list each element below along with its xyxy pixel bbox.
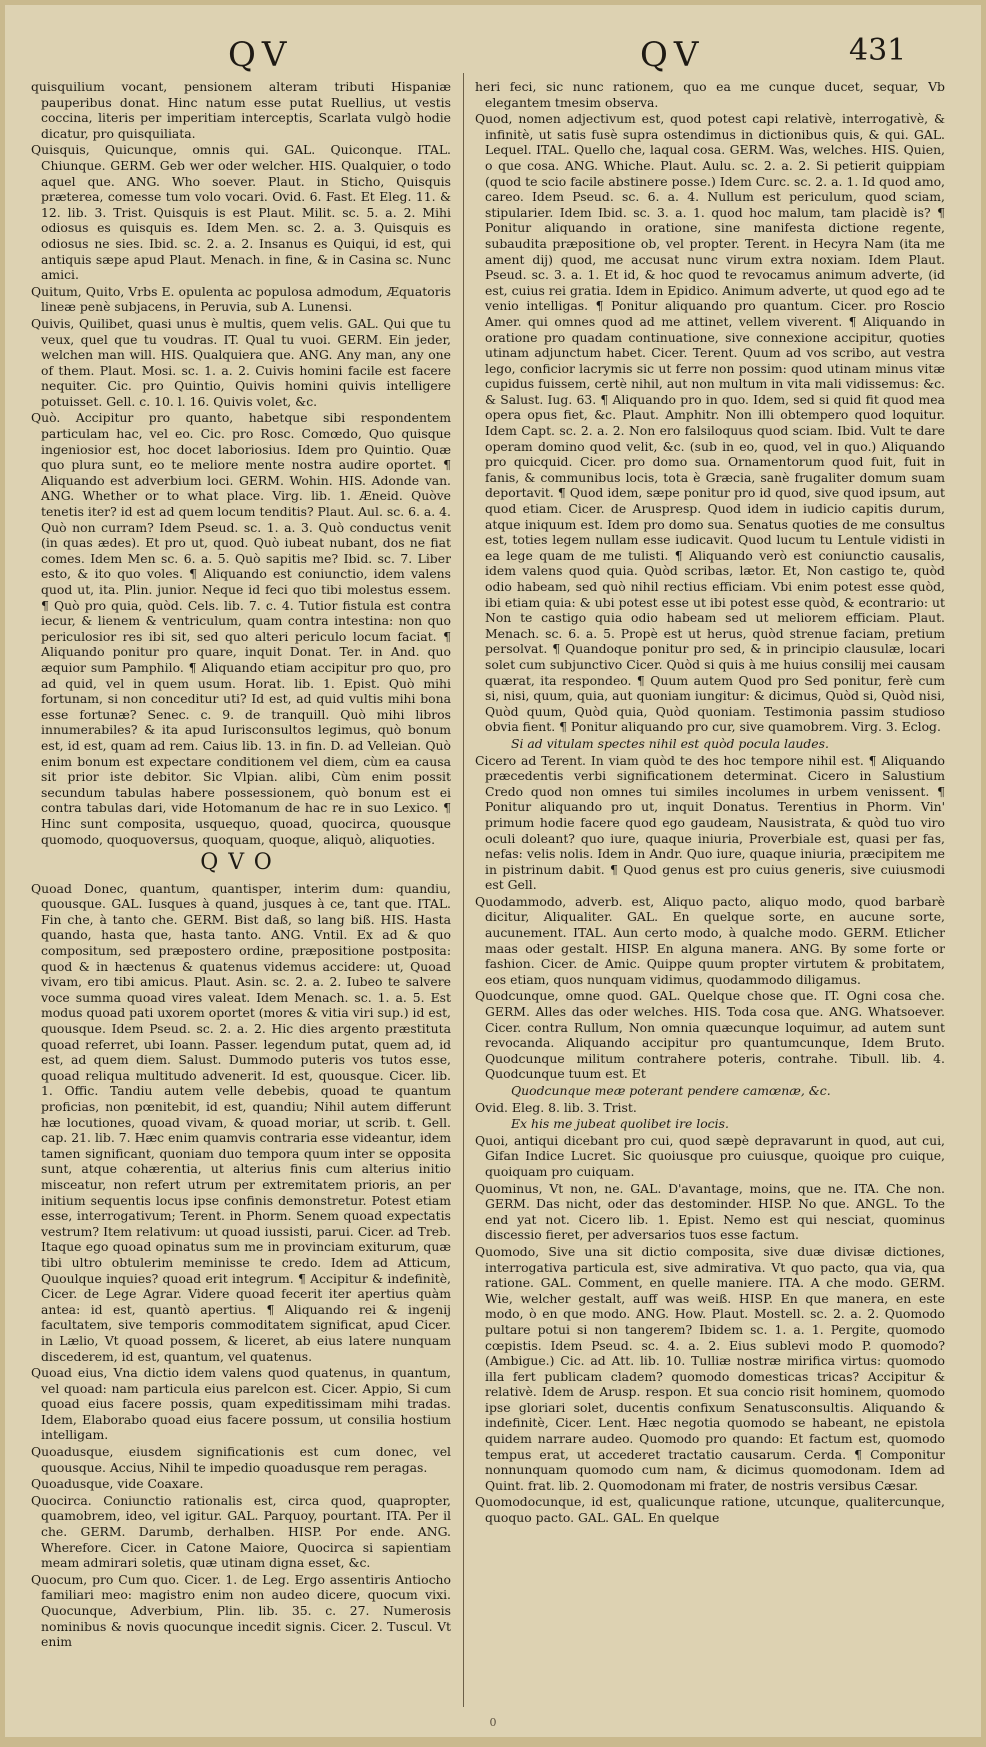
verse-quote: Ex his me jubeat quolibet ire locis. <box>511 1116 729 1132</box>
left-column <box>31 79 451 1715</box>
dictionary-entry: quisquilium vocant, pensionem alteram tributi Hispaniæ pauperibus donat. Hinc natum esse putat Ruellius, ut vestis coccina, literis per imperitiam interceptis, Scarlata vulgò hodie dicatur, pro quisquiliata. <box>31 79 451 141</box>
dictionary-entry: Quivis, Quilibet, quasi unus è multis, quem velis. GAL. Qui que tu veux, quel que tu voudras. IT. Qual tu vuoi. GERM. Ein jeder, welchen man will. HIS. Qualquiera que. ANG. Any man, any one of them. Plaut. Mosi. sc. 1. a. 2. Cuivis homini facile est facere nequiter. Cic. pro Quintio, Quivis homini quivis intelligere potuisset. Gell. c. 10. l. 16. Quivis volet, &c. <box>31 315 451 409</box>
dictionary-entry: Quoadusque, eiusdem significationis est cum donec, vel quousque. Accius, Nihil te impedio quoadusque rem peragas. <box>31 1444 451 1475</box>
dictionary-entry: Quominus, Vt non, ne. GAL. D'avantage, moins, que ne. ITA. Che non. GERM. Das nicht, oder das destominder. HISP. No que. ANGL. To the end yat not. Cicero lib. 1. Epist. Nemo est qui nesciat, quominus discessio fieret, per adversarios tuos esse factum. <box>475 1180 945 1243</box>
dictionary-entry: Quod, nomen adjectivum est, quod potest capi relativè, interrogativè, & infinitè, ut satis fusè supra ostendimus in dictionibus quis, & qui. GAL. Lequel. ITAL. Quello che, laqual cosa. GERM. Was, welches. HIS. Quien, o que cosa. ANG. Whiche. Plaut. Aulu. sc. 2. a. 2. Si petierit quippiam (quod te scio facile abstinere posse.) Idem Curc. sc. 2. a. 1. Id quod amo, careo. Idem Pseud. sc. 6. a. 4. Nullum est periculum, quod sciam, stipularier. Idem Ibid. sc. 3. a. 1. quod hoc malum, tam placidè is? ¶ Ponitur aliquando in oratione, sine manifesta dictione regente, subaudita præpositione ob, vel propter. Terent. in Hecyra Nam (ita me ament dij) quod, me accusat nunc virum extra noxiam. Idem Plaut. Pseud. sc. 3. a. 1. Et id, & hoc quod te revocamus animum adverte, (id est, cuius rei gratia. Idem in Epidico. Animum adverte, ut quod ego ad te venio intelligas. ¶ Ponitur aliquando pro quantum. Cicer. pro Roscio Amer. qui omnes quod ad me attinet, vellem viverent. ¶ Aliquando in oratione pro quadam continuatione, sive connexione accipitur, quoties utinam adjunctum habet. Cicer. Terent. Quum ad vos scribo, aut vestra lego, conficior lacrymis sic ut ferre non possim: quod utinam minus vitæ cupidus fuissem, certè nihil, aut non multum in vita mali vidissemus: &c. & Salust. Iug. 63. ¶ Aliquando pro in quo. Idem, sed si quid fit quod mea opera opus fiet, &c. Plaut. Amphitr. Non illi obtempero quod loquitur. Idem Capt. sc. 2. a. 2. Non ero falsiloquus quod sciam. Ibid. Vult te dare operam domino quod velit, &c. (sub in eo, quod, vel in quo.) Aliquando pro quicquid. Cicer. pro domo sua. Ornamentorum quod fuit, fuit in fanis, & communibus locis, tota è Græcia, sanè frugaliter domum suam deportavit. ¶ Quod idem, sæpe ponitur pro id quod, sive quod ipsum, aut quod etiam. Cicer. de Aruspresp. Quod idem in iudicio capitis durum, atque iniquum est. Idem pro domo sua. Senatus quoties de me consultus est, toties legem nullam esse iudicavit. Quod lucum tu Lentule vidisti in ea lege quam de me tulisti. ¶ Aliquando verò est coniunctio causalis, idem valens quod quia. Quòd scribas, lætor. Et, Non castigo te, quòd odio habeam, sed quò nihil rectius efficiam. Vbi enim potest esse quòd, ibi etiam quia: & ubi potest esse ut ibi potest esse quòd, & econtrario: ut Non te castigo quia odio habeam sed ut meliorem efficiam. Plaut. Menach. sc. 6. a. 5. Propè est ut herus, quòd strenue faciam, pretium persolvat. ¶ Quandoque ponitur pro sed, & in principio clausulæ, locari solet cum subjunctivo Cicer. Quòd si quis à me huius consilij mei causam quærat, ita respondeo. ¶ Quum autem Quod pro Sed ponitur, ferè cum si, nisi, quum, quia, aut quoniam iungitur: & dicimus, Quòd si, Quòd nisi, Quòd quum, Quòd quia, Quòd quoniam. Testimonia passim studioso obvia fient. ¶ Ponitur aliquando pro cur, sive quamobrem. Virg. 3. Eclog. <box>475 111 945 735</box>
dictionary-entry: Quitum, Quito, Vrbs E. opulenta ac populosa admodum, Æquatoris lineæ penè subjacens, in Peruvia, sub A. Lunensi. <box>31 283 451 315</box>
dictionary-entry: Quoadusque, vide Coaxare. <box>31 1476 204 1492</box>
dictionary-entry: Quomodocunque, id est, qualicunque ratione, utcunque, qualitercunque, quoquo pacto. GAL. GAL. En quelque <box>475 1494 945 1526</box>
page-footer: 0 <box>489 1716 497 1729</box>
dictionary-entry: Quò. Accipitur pro quanto, habetque sibi respondentem particulam hac, vel eo. Cic. pro Rosc. Comœdo, Quo quisque ingeniosior est, hoc docet laboriosius. Idem pro Quintio. Quæ quo plura sunt, eo te meliore mente nostra audire oportet. ¶ Aliquando est adverbium loci. GERM. Wohin. HIS. Adonde van. ANG. Whether or to what place. Virg. lib. 1. Æneid. Quòve tenetis iter? id est ad quem locum tenditis? Plaut. Aul. sc. 6. a. 4. Quò non curram? Idem Pseud. sc. 1. a. 3. Quò conductus venit (in quas ædes). Et pro ut, quod. Quò iubeat nubant, dos ne fiat comes. Idem Men sc. 6. a. 5. Quò sapitis me? Ibid. sc. 7. Liber esto, & ito quo voles. ¶ Aliquando est coniunctio, idem valens quod ut, ita. Plin. junior. Neque id feci quo tibi molestus essem. ¶ Quò pro quia, quòd. Cels. lib. 7. c. 4. Tutior fistula est contra iecur, & lienem & ventriculum, quam contra intestina: non quo periculosior res ibi sit, sed quo alteri periculo locum faciat. ¶ Aliquando ponitur pro quare, inquit Donat. Ter. in And. quo æquior sum Pamphilo. ¶ Aliquando etiam accipitur pro quo, pro ad quid, vel in quem usum. Horat. lib. 1. Epist. Quò mihi fortunam, si non conceditur uti? Id est, ad quid vultis mihi bona esse fortunæ? Senec. c. 9. de tranquill. Quò mihi libros innumerabiles? & ita apud Iurisconsultos legimus, quò bonum est, id est, quam ad rem. Caius lib. 13. in fin. D. ad Velleian. Quò enim bonum est expectare conditionem vel diem, cùm ea causa sit prior iste debitor. Sic Vlpian. alibi, Cùm enim possit secundum tabulas habere possessionem, quò bonum est ei contra tabulas dari, vide Hotomanum de hac re in suo Lexico. ¶ Hinc sunt composita, usquequo, quoad, quocirca, quousque quomodo, quoquoversus, quoquam, quoque, aliquò, aliquoties. <box>31 410 451 847</box>
dictionary-entry: Quomodo, Sive una sit dictio composita, sive duæ divisæ dictiones, interrogativa particula est, sive admirativa. Vt quo pacto, qua via, qua ratione. GAL. Comment, en quelle maniere. ITA. A che modo. GERM. Wie, welcher gestalt, auff was weiß. HISP. En que manera, en este modo, ò en que modo. ANG. How. Plaut. Mostell. sc. 2. a. 2. Quomodo pultare potui si non tangerem? Ibidem sc. 1. a. 1. Pergite, quomodo cœpistis. Idem Pseud. sc. 4. a. 2. Eius sublevi modo P. quomodo? (Ambigue.) Cic. ad Att. lib. 10. Tulliæ nostræ mirifica virtus: quomodo illa fert publicam cladem? quomodo domesticas tricas? Accipitur & relativè. Idem de Arusp. respon. Et sua concio risit hominem, quomodo ipse gloriari solet, ducentis confixum Senatusconsultis. Aliquando & indefinitè, Cicer. Lent. Hæc negotia quomodo se habeant, ne epistola quidem narrare audeo. Quomodo pro quando: Et factum est, quomodo tempus erat, ut accederet tractatio causarum. Cerda. ¶ Componitur nonnunquam quomodo cum nam, & dicimus quomodonam. Idem ad Quint. frat. lib. 2. Quomodonam mi frater, de nostris versibus Cæsar. <box>475 1243 945 1493</box>
dictionary-entry: heri feci, sic nunc rationem, quo ea me cunque ducet, sequar, Vb elegantem tmesim observa. <box>475 79 945 110</box>
dictionary-entry: Quocirca. Coniunctio rationalis est, circa quod, quapropter, quamobrem, ideo, vel igitur. GAL. Parquoy, pourtant. ITA. Per il che. GERM. Darumb, derhalben. HISP. Por ende. ANG. Wherefore. Cicer. in Catone Maiore, Quocirca si sapientiam meam admirari soletis, quæ utinam digna esset, &c. <box>31 1492 451 1571</box>
dictionary-entry: Quodcunque, omne quod. GAL. Quelque chose que. IT. Ogni cosa che. GERM. Alles das oder welches. HIS. Toda cosa que. ANG. Whatsoever. Cicer. contra Rullum, Non omnia quæcunque loquimur, ad autem sunt revocanda. Aliquando accipitur pro quantumcunque, Idem Bruto. Quodcunque militum contrahere poteris, contrahe. Tibull. lib. 4. Quodcunque tuum est. Et <box>475 988 945 1082</box>
header-right-guide-word: QV <box>640 35 705 75</box>
dictionary-entry: Quocum, pro Cum quo. Cicer. 1. de Leg. Ergo assentiris Antiocho familiari meo: magistro enim non audeo dicere, quocum vixi. Quocunque, Adverbium, Plin. lib. 35. c. 27. Numerosis nominibus & novis quocunque incedit signis. Cicer. 2. Tuscul. Vt enim <box>31 1571 451 1650</box>
running-header <box>5 33 981 83</box>
dictionary-entry: Quoi, antiqui dicebant pro cui, quod sæpè depravarunt in quod, aut cui, Gifan Indice Lucret. Sic quoiusque pro cuiusque, quoique pro cuique, quoiquam pro cuiquam. <box>475 1132 945 1179</box>
dictionary-entry: Quodammodo, adverb. est, Aliquo pacto, aliquo modo, quod barbarè dicitur, Aliqualiter. GAL. En quelque sorte, en aucune sorte, aucunement. ITAL. Aun certo modo, à qualche modo. GERM. Etlicher maas oder gestalt. HISP. En alguna manera. ANG. By some forte or fashion. Cicer. de Amic. Quippe quum propter virtutem & probitatem, eos etiam, quos nunquam vidimus, quodammodo diligamus. <box>475 893 945 987</box>
dictionary-entry: Cicero ad Terent. In viam quòd te des hoc tempore nihil est. ¶ Aliquando præcedentis verbi significationem determinat. Cicero in Salustium Credo quod non omnes tui similes incolumes in urbem venissent. ¶ Ponitur aliquando pro ut, inquit Donatus. Terentius in Phorm. Vin' primum hodie facere quod ego gaudeam, Nausistrata, & quòd tuo viro oculi doleant? quo iure, quaque iniuria, Proverbiale est, quasi per fas, nefas: velis nolis. Idem in Andr. Quo iure, quaque iniuria, præcipitem me in pistrinum dabit. ¶ Quod genus est pro cuius generis, sive cuiusmodi est Gell. <box>475 752 945 893</box>
column-divider <box>463 73 464 1707</box>
verse-quote: Si ad vitulam spectes nihil est quòd pocula laudes. <box>511 735 829 751</box>
page-number: 431 <box>849 33 907 68</box>
section-heading: QVO <box>200 850 282 876</box>
right-column <box>475 79 945 1715</box>
dictionary-page <box>5 5 981 1737</box>
dictionary-entry: Quisquis, Quicunque, omnis qui. GAL. Quiconque. ITAL. Chiunque. GERM. Geb wer oder welcher. HIS. Qualquier, o todo aquel que. ANG. Who soever. Plaut. in Sticho, Quisquis præterea, comesse tum volo vocari. Ovid. 6. Fast. Et Eleg. 11. & 12. lib. 3. Trist. Quisquis is est Plaut. Milit. sc. 5. a. 2. Mihi odiosus es quisquis es. Idem Men. sc. 2. a. 3. Quisquis es odiosus ne sies. Ibid. sc. 2. a. 2. Insanus es Quiqui, id est, qui antiquis sæpe apud Plaut. Menach. in fine, & in Casina sc. Nunc amici. <box>31 142 451 283</box>
verse-quote: Quodcunque meæ poterant pendere camœnæ, &c. <box>511 1083 831 1098</box>
dictionary-entry: Quoad Donec, quantum, quantisper, interim dum: quandiu, quousque. GAL. Iusques à quand, jusques à ce, tant que. ITAL. Fin che, à tanto che. GERM. Bist daß, so lang biß. HIS. Hasta quando, hasta que, hasta tanto. ANG. Vntil. Ex ad & quo compositum, sed præpostero ordine, præpositione postposita: quod & in hæctenus & quatenus videmus accidere: ut, Quoad vivam, ero tibi amicus. Plaut. Asin. sc. 2. a. 2. Iubeo te salvere voce summa quoad vires valeat. Idem Menach. sc. 1. a. 5. Est modus quoad pati uxorem oportet (mores & vitia viri sup.) id est, quousque. Idem Pseud. sc. 2. a. 2. Hic dies argento præstituta quoad referret, ubi Ioann. Passer. legendum putat, quem ad, id est, ad quem diem. Salust. Dummodo puteris vos tutos esse, quoad reliqua multitudo advenerit. Id est, quousque. Cicer. lib. 1. Offic. Tandiu autem velle debebis, quoad te quantum proficias, non pœnitebit, id est, quandiu; Nihil autem differunt hæ locutiones, quoad vivam, & quoad moriar, ut scrib. t. Gell. cap. 21. lib. 7. Hæc enim quamvis contraria esse videantur, idem tamen significant, quoniam duo tempora quum inter se opposita sunt, atque cohærentia, ut alterius finis cum alterius initio misceatur, non refert utrum per extremitatem prioris, an per initium sequentis locus ipse confinis demonstretur. Potest etiam esse, interrogativum; Terent. in Phorm. Senem quoad expectatis vestrum? Item relativum: ut quoad iussisti, parui. Cicer. ad Treb. Itaque ego quoad opinatus sum me in provinciam exiturum, quæ tibi ultro obtulerim meminisse te credo. Idem ad Atticum, Quoulque inquies? quoad erit integrum. ¶ Accipitur & indefinitè, Cicer. de Lege Agrar. Videre quoad fecerit iter apertius quàm antea: id est, quantò apertius. ¶ Aliquando rei & ingenij facultatem, sive temporis commoditatem significat, apud Cicer. in Lælio, Vt quoad possem, & liceret, ab eius latere nunquam discederem, id est, quantum, vel quatenus. <box>31 880 451 1364</box>
dictionary-entry: Ovid. Eleg. 8. lib. 3. Trist. <box>475 1099 637 1115</box>
header-left-guide-word: QV <box>228 35 293 75</box>
dictionary-entry: Quoad eius, Vna dictio idem valens quod quatenus, in quantum, vel quoad: nam particula eius parelcon est. Cicer. Appio, Si cum quoad eius facere possis, quam expeditissimam mihi tradas. Idem, Elaborabo quoad eius facere possum, ut consilia hostium intelligam. <box>31 1365 451 1443</box>
